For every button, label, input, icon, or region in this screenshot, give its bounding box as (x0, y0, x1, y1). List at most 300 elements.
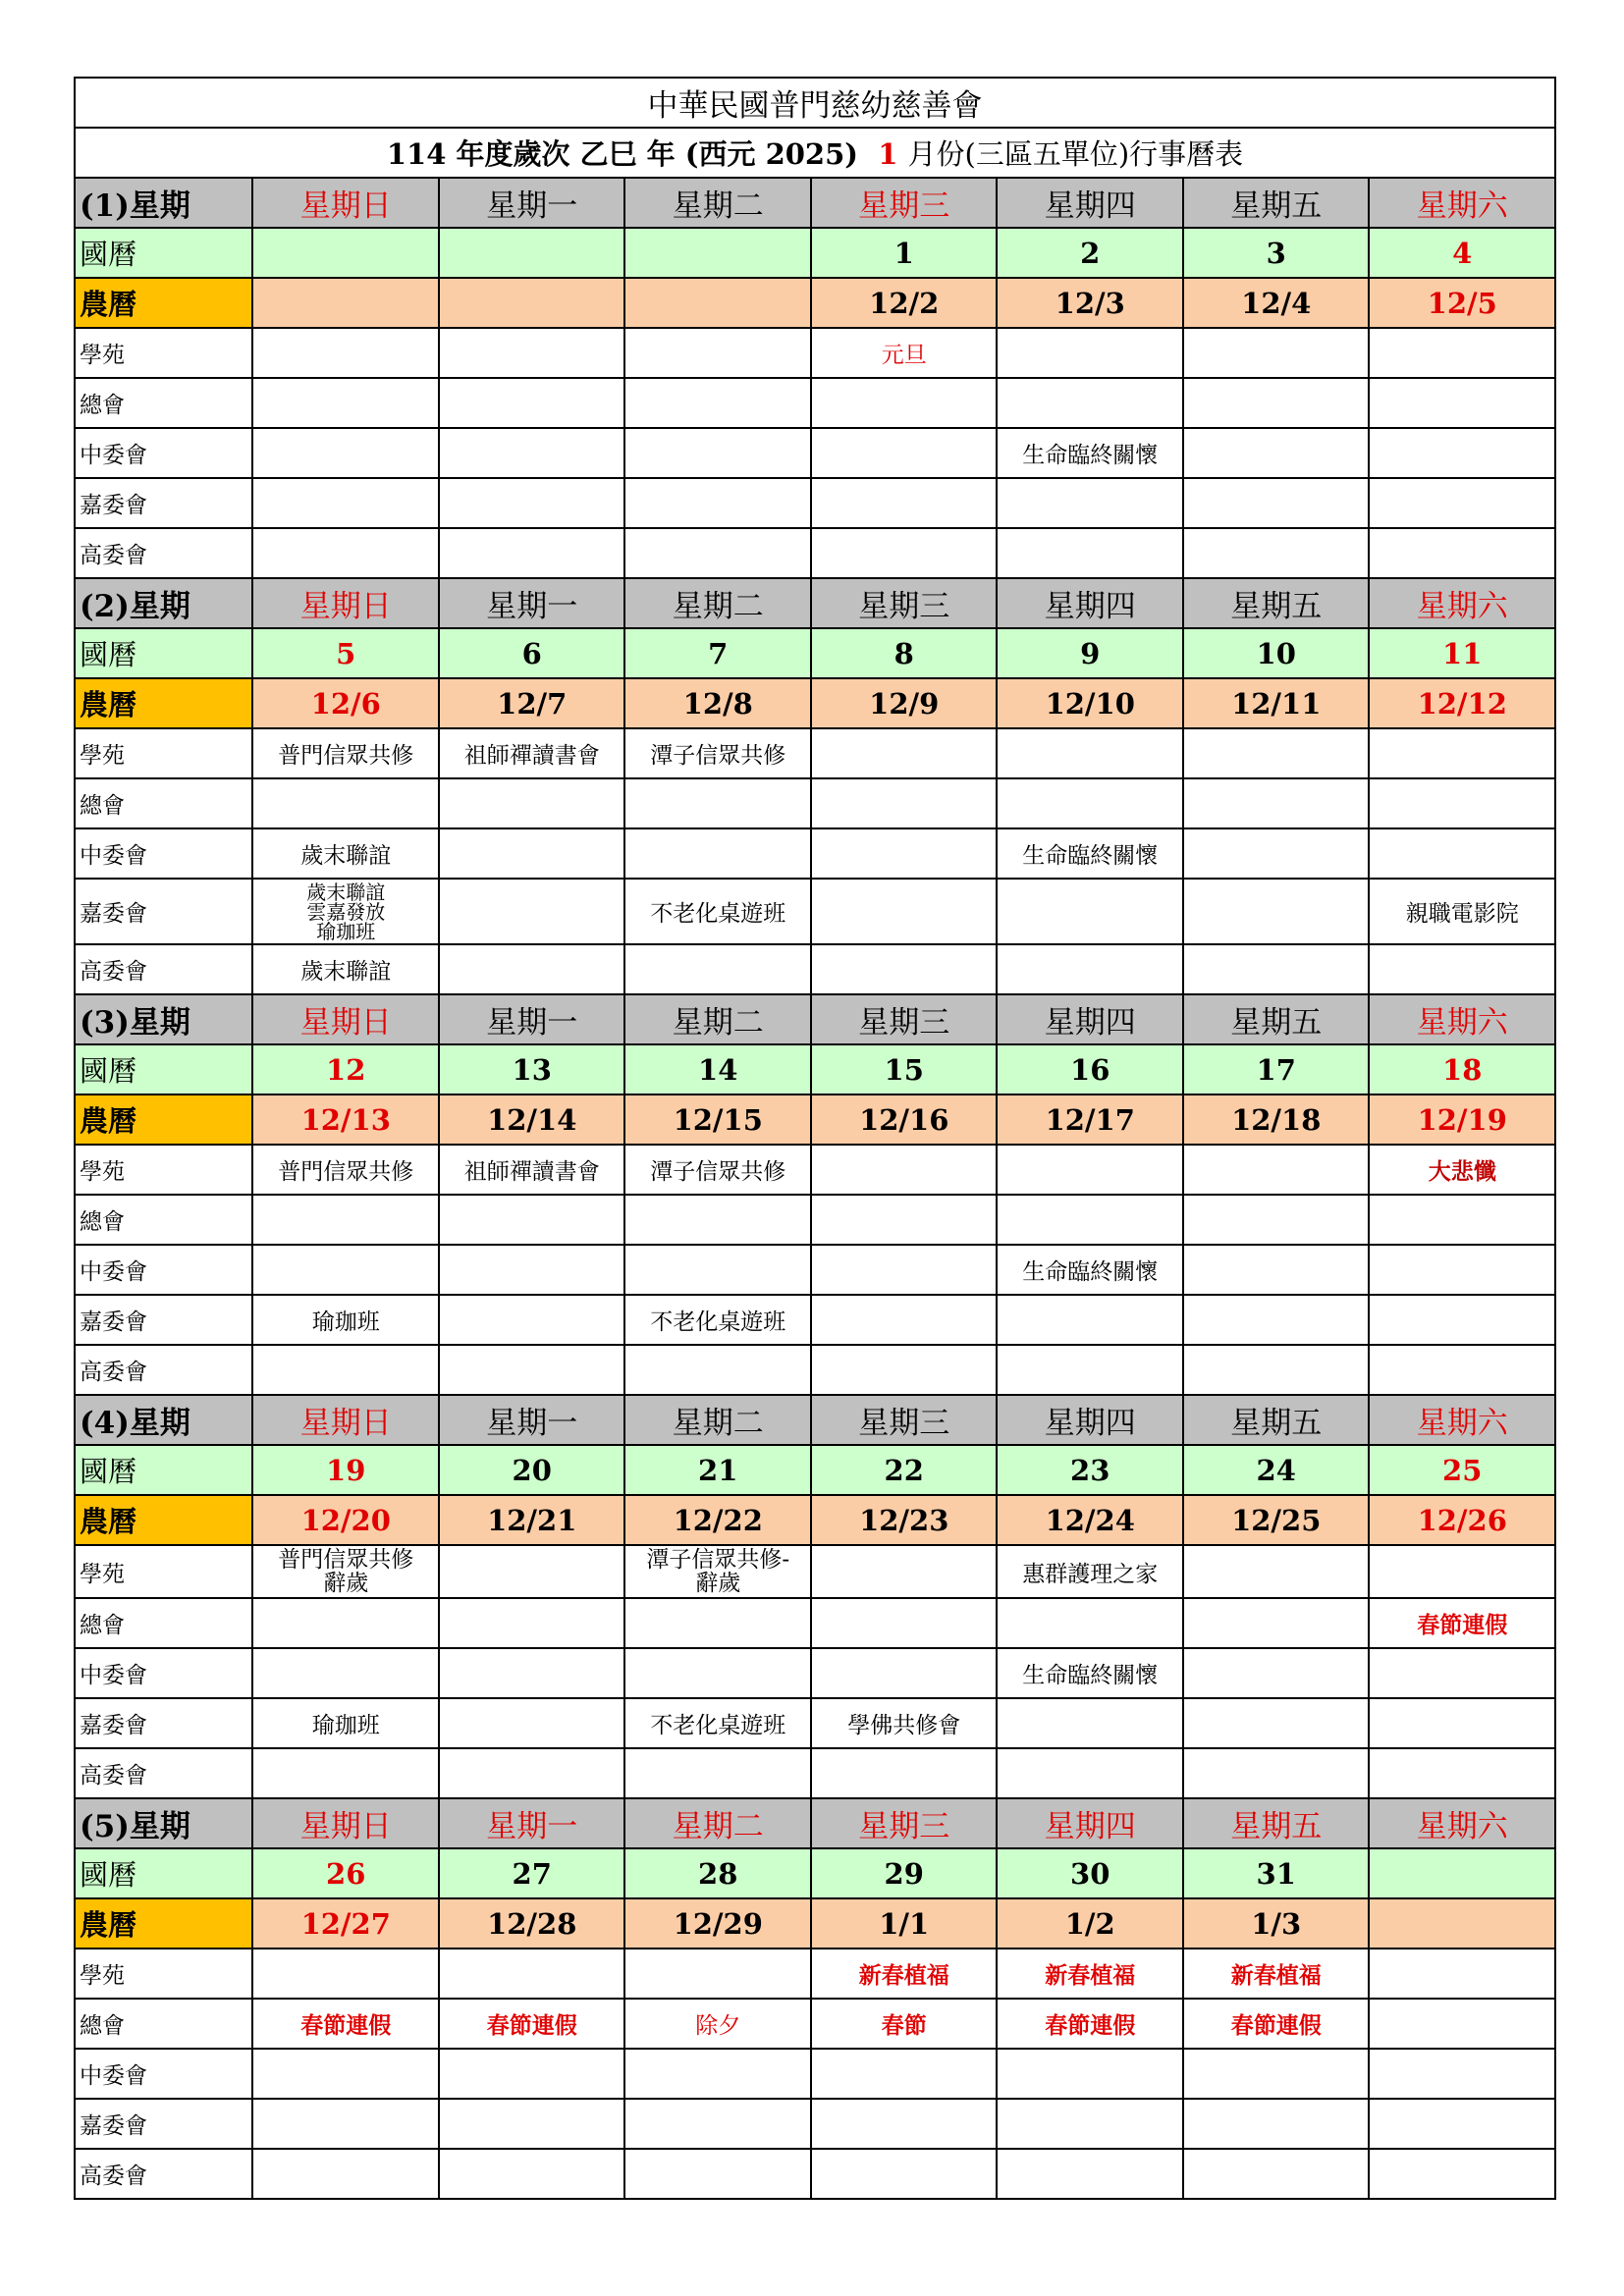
event-cell: 春節連假 (1369, 1598, 1555, 1648)
event-cell (1183, 378, 1370, 428)
event-cell (624, 2099, 811, 2149)
event-cell (1183, 1245, 1370, 1295)
event-cell: 歲末聯誼 (252, 828, 439, 879)
event-cell: 新春植福 (1183, 1949, 1370, 1999)
unit-label: 嘉委會 (75, 2099, 252, 2149)
event-cell (439, 328, 625, 378)
gregorian-date: 23 (997, 1445, 1183, 1495)
gregorian-date: 24 (1183, 1445, 1370, 1495)
event-cell (439, 2049, 625, 2099)
event-cell (1369, 1698, 1555, 1748)
lunar-date (624, 278, 811, 328)
event-cell (1369, 328, 1555, 378)
event-cell: 祖師禪讀書會 (439, 1145, 625, 1195)
gregorian-date: 4 (1369, 228, 1555, 278)
event-cell (252, 879, 439, 944)
gregorian-date: 30 (997, 1848, 1183, 1898)
event-cell (624, 2149, 811, 2199)
gregorian-date: 1 (811, 228, 998, 278)
event-cell (811, 1145, 998, 1195)
weekday-header: 星期四 (997, 1798, 1183, 1848)
event-cell (624, 778, 811, 828)
event-line: 雲嘉發放 (306, 899, 386, 924)
weekday-header: 星期日 (252, 178, 439, 228)
event-cell (1183, 1345, 1370, 1395)
lunar-label: 農曆 (75, 678, 252, 728)
gregorian-date (624, 228, 811, 278)
event-cell (439, 944, 625, 994)
weekday-header: 星期四 (997, 1395, 1183, 1445)
weekday-header: 星期三 (811, 1798, 998, 1848)
event-cell (439, 1598, 625, 1648)
lunar-date: 12/6 (252, 678, 439, 728)
event-cell (811, 2149, 998, 2199)
event-cell (997, 2099, 1183, 2149)
event-cell: 生命臨終關懷 (997, 1648, 1183, 1698)
event-cell (624, 944, 811, 994)
event-cell: 春節連假 (439, 1999, 625, 2049)
gregorian-date: 31 (1183, 1848, 1370, 1898)
lunar-date: 12/19 (1369, 1095, 1555, 1145)
event-cell (1183, 478, 1370, 528)
lunar-date: 12/3 (997, 278, 1183, 328)
unit-label: 高委會 (75, 2149, 252, 2199)
event-cell: 新春植福 (811, 1949, 998, 1999)
weekday-header: 星期日 (252, 994, 439, 1044)
event-cell (624, 378, 811, 428)
event-cell (252, 1648, 439, 1698)
event-cell (1369, 1648, 1555, 1698)
event-cell (624, 1545, 811, 1598)
week-label: (1)星期 (75, 178, 252, 228)
lunar-label: 農曆 (75, 1095, 252, 1145)
lunar-date: 12/11 (1183, 678, 1370, 728)
weekday-header: 星期五 (1183, 178, 1370, 228)
unit-label: 學苑 (75, 328, 252, 378)
event-cell: 普門信眾共修 (252, 1145, 439, 1195)
event-cell (1183, 728, 1370, 778)
event-cell (997, 1748, 1183, 1798)
lunar-date: 12/20 (252, 1495, 439, 1545)
week-label: (4)星期 (75, 1395, 252, 1445)
event-cell (252, 2049, 439, 2099)
gregorian-label: 國曆 (75, 228, 252, 278)
unit-label: 嘉委會 (75, 1698, 252, 1748)
weekday-header: 星期五 (1183, 994, 1370, 1044)
event-cell (439, 378, 625, 428)
event-cell (811, 1345, 998, 1395)
unit-label: 嘉委會 (75, 879, 252, 944)
event-cell (624, 1245, 811, 1295)
weekday-header: 星期一 (439, 1395, 625, 1445)
unit-label: 嘉委會 (75, 478, 252, 528)
event-line: 潭子信眾共修- (646, 1547, 790, 1573)
lunar-date: 12/4 (1183, 278, 1370, 328)
event-cell (439, 1295, 625, 1345)
week-label: (5)星期 (75, 1798, 252, 1848)
event-cell (811, 378, 998, 428)
event-cell: 新春植福 (997, 1949, 1183, 1999)
event-cell (997, 879, 1183, 944)
event-cell (624, 1598, 811, 1648)
unit-label: 中委會 (75, 428, 252, 478)
gregorian-label: 國曆 (75, 628, 252, 678)
event-cell (811, 428, 998, 478)
event-cell (811, 879, 998, 944)
event-cell (1183, 879, 1370, 944)
event-cell (439, 1245, 625, 1295)
event-cell (811, 528, 998, 578)
lunar-date (439, 278, 625, 328)
event-cell (1183, 1145, 1370, 1195)
event-cell (252, 1598, 439, 1648)
event-cell: 學佛共修會 (811, 1698, 998, 1748)
event-cell (811, 728, 998, 778)
event-cell (439, 1195, 625, 1245)
weekday-header: 星期四 (997, 178, 1183, 228)
event-cell (624, 1648, 811, 1698)
event-cell (1183, 528, 1370, 578)
event-cell (997, 528, 1183, 578)
event-cell (1183, 1295, 1370, 1345)
event-cell (252, 1195, 439, 1245)
gregorian-date: 11 (1369, 628, 1555, 678)
event-cell (997, 944, 1183, 994)
event-cell (811, 1195, 998, 1245)
event-cell (997, 2049, 1183, 2099)
event-cell (1369, 378, 1555, 428)
event-cell (252, 328, 439, 378)
event-cell: 親職電影院 (1369, 879, 1555, 944)
lunar-date: 12/22 (624, 1495, 811, 1545)
event-line: 普門信眾共修 (278, 1547, 414, 1573)
event-cell (1369, 1345, 1555, 1395)
event-line: 辭歲 (323, 1571, 369, 1596)
event-cell (1183, 944, 1370, 994)
event-cell (997, 378, 1183, 428)
event-cell (252, 378, 439, 428)
event-cell (439, 1949, 625, 1999)
event-cell: 普門信眾共修 (252, 728, 439, 778)
event-cell (1369, 1295, 1555, 1345)
event-cell (1183, 428, 1370, 478)
event-cell (997, 1295, 1183, 1345)
event-cell (439, 828, 625, 879)
event-cell (811, 1245, 998, 1295)
gregorian-date: 27 (439, 1848, 625, 1898)
event-cell (1369, 1999, 1555, 2049)
event-cell: 大悲懺 (1369, 1145, 1555, 1195)
weekday-header: 星期六 (1369, 578, 1555, 628)
event-cell (1369, 1245, 1555, 1295)
lunar-date: 1/3 (1183, 1898, 1370, 1949)
event-cell (1369, 428, 1555, 478)
unit-label: 總會 (75, 1195, 252, 1245)
event-cell (252, 528, 439, 578)
event-cell (439, 1545, 625, 1598)
event-cell (624, 478, 811, 528)
event-cell (997, 1698, 1183, 1748)
lunar-date: 1/2 (997, 1898, 1183, 1949)
lunar-date: 12/2 (811, 278, 998, 328)
lunar-date (1369, 1898, 1555, 1949)
weekday-header: 星期日 (252, 1395, 439, 1445)
lunar-date: 12/28 (439, 1898, 625, 1949)
event-cell (439, 2099, 625, 2149)
event-cell (1183, 2149, 1370, 2199)
gregorian-date: 15 (811, 1044, 998, 1095)
gregorian-date: 9 (997, 628, 1183, 678)
event-cell (439, 1748, 625, 1798)
unit-label: 總會 (75, 378, 252, 428)
event-cell: 不老化桌遊班 (624, 879, 811, 944)
event-cell: 歲末聯誼 (252, 944, 439, 994)
event-cell (997, 328, 1183, 378)
event-cell (252, 1748, 439, 1798)
gregorian-date (252, 228, 439, 278)
lunar-date: 1/1 (811, 1898, 998, 1949)
unit-label: 高委會 (75, 944, 252, 994)
event-line: 歲末聯誼 (306, 880, 386, 904)
unit-label: 中委會 (75, 1245, 252, 1295)
event-cell (811, 1598, 998, 1648)
gregorian-date: 13 (439, 1044, 625, 1095)
gregorian-date: 7 (624, 628, 811, 678)
gregorian-date: 28 (624, 1848, 811, 1898)
event-cell (624, 2049, 811, 2099)
event-cell (439, 428, 625, 478)
weekday-header: 星期二 (624, 178, 811, 228)
event-cell (1183, 328, 1370, 378)
weekday-header: 星期五 (1183, 1395, 1370, 1445)
gregorian-date: 22 (811, 1445, 998, 1495)
event-cell (252, 2099, 439, 2149)
weekday-header: 星期一 (439, 578, 625, 628)
calendar-subtitle (75, 128, 1555, 178)
event-cell (624, 1195, 811, 1245)
event-cell (439, 478, 625, 528)
gregorian-date: 17 (1183, 1044, 1370, 1095)
lunar-date: 12/24 (997, 1495, 1183, 1545)
event-cell (1183, 828, 1370, 879)
gregorian-date: 12 (252, 1044, 439, 1095)
lunar-date: 12/26 (1369, 1495, 1555, 1545)
lunar-date: 12/21 (439, 1495, 625, 1545)
event-cell (252, 1545, 439, 1598)
event-cell (1183, 1598, 1370, 1648)
gregorian-date: 3 (1183, 228, 1370, 278)
event-cell (811, 1295, 998, 1345)
event-cell (252, 2149, 439, 2199)
lunar-date: 12/15 (624, 1095, 811, 1145)
event-cell (1369, 728, 1555, 778)
event-cell (1369, 478, 1555, 528)
gregorian-date: 20 (439, 1445, 625, 1495)
event-cell (252, 1345, 439, 1395)
event-cell (811, 944, 998, 994)
gregorian-date: 6 (439, 628, 625, 678)
gregorian-date: 2 (997, 228, 1183, 278)
lunar-date: 12/12 (1369, 678, 1555, 728)
event-line: 瑜珈班 (316, 919, 376, 943)
weekday-header: 星期六 (1369, 994, 1555, 1044)
event-cell: 潭子信眾共修 (624, 728, 811, 778)
event-cell (997, 778, 1183, 828)
event-cell (811, 2049, 998, 2099)
event-cell: 潭子信眾共修 (624, 1145, 811, 1195)
event-cell (1183, 1648, 1370, 1698)
lunar-date: 12/13 (252, 1095, 439, 1145)
lunar-date: 12/14 (439, 1095, 625, 1145)
weekday-header: 星期四 (997, 994, 1183, 1044)
event-cell (1369, 1195, 1555, 1245)
event-cell: 除夕 (624, 1999, 811, 2049)
weekday-header: 星期一 (439, 178, 625, 228)
gregorian-date: 14 (624, 1044, 811, 1095)
gregorian-date: 18 (1369, 1044, 1555, 1095)
unit-label: 總會 (75, 1999, 252, 2049)
subtitle-month: 1 (878, 137, 898, 171)
event-cell (1183, 1545, 1370, 1598)
event-cell (997, 2149, 1183, 2199)
lunar-date: 12/5 (1369, 278, 1555, 328)
weekday-header: 星期五 (1183, 1798, 1370, 1848)
weekday-header: 星期五 (1183, 578, 1370, 628)
calendar-table (74, 77, 1556, 2200)
event-cell: 春節連假 (1183, 1999, 1370, 2049)
event-cell (624, 1345, 811, 1395)
event-cell (1183, 1748, 1370, 1798)
event-cell (1369, 528, 1555, 578)
lunar-date: 12/8 (624, 678, 811, 728)
event-cell (997, 1145, 1183, 1195)
weekday-header: 星期日 (252, 1798, 439, 1848)
lunar-date: 12/10 (997, 678, 1183, 728)
gregorian-label: 國曆 (75, 1445, 252, 1495)
event-cell (624, 1748, 811, 1798)
event-cell: 惠群護理之家 (997, 1545, 1183, 1598)
event-cell: 元旦 (811, 328, 998, 378)
unit-label: 學苑 (75, 1949, 252, 1999)
lunar-label: 農曆 (75, 278, 252, 328)
weekday-header: 星期六 (1369, 1798, 1555, 1848)
event-cell (997, 1195, 1183, 1245)
weekday-header: 星期一 (439, 994, 625, 1044)
unit-label: 中委會 (75, 2049, 252, 2099)
gregorian-date: 8 (811, 628, 998, 678)
unit-label: 中委會 (75, 828, 252, 879)
gregorian-date: 5 (252, 628, 439, 678)
event-cell (624, 828, 811, 879)
event-cell: 春節連假 (252, 1999, 439, 2049)
event-cell (997, 1598, 1183, 1648)
event-cell: 瑜珈班 (252, 1295, 439, 1345)
event-cell (811, 828, 998, 879)
weekday-header: 星期三 (811, 1395, 998, 1445)
gregorian-date (1369, 1848, 1555, 1898)
event-cell: 不老化桌遊班 (624, 1295, 811, 1345)
week-label: (3)星期 (75, 994, 252, 1044)
event-cell (1369, 1545, 1555, 1598)
gregorian-date: 26 (252, 1848, 439, 1898)
event-cell (997, 1345, 1183, 1395)
event-cell: 不老化桌遊班 (624, 1698, 811, 1748)
lunar-date (252, 278, 439, 328)
unit-label: 中委會 (75, 1648, 252, 1698)
unit-label: 總會 (75, 1598, 252, 1648)
event-cell (811, 1545, 998, 1598)
event-cell (1183, 1195, 1370, 1245)
event-cell (252, 478, 439, 528)
org-title: 中華民國普門慈幼慈善會 (75, 78, 1555, 128)
event-cell (439, 528, 625, 578)
weekday-header: 星期二 (624, 994, 811, 1044)
event-cell: 生命臨終關懷 (997, 1245, 1183, 1295)
event-cell (997, 478, 1183, 528)
unit-label: 高委會 (75, 528, 252, 578)
lunar-date: 12/18 (1183, 1095, 1370, 1145)
event-cell (1183, 1698, 1370, 1748)
event-line: 辭歲 (695, 1571, 741, 1596)
subtitle-year: 114 年度歲次 乙巳 年 (西元 2025) (386, 137, 859, 171)
event-cell (811, 478, 998, 528)
gregorian-label: 國曆 (75, 1044, 252, 1095)
lunar-date: 12/16 (811, 1095, 998, 1145)
event-cell (624, 428, 811, 478)
event-cell (252, 778, 439, 828)
event-cell (1183, 778, 1370, 828)
event-cell: 生命臨終關懷 (997, 828, 1183, 879)
gregorian-date: 25 (1369, 1445, 1555, 1495)
event-cell (252, 1949, 439, 1999)
lunar-date: 12/23 (811, 1495, 998, 1545)
weekday-header: 星期三 (811, 994, 998, 1044)
event-cell (624, 1949, 811, 1999)
event-cell (439, 1698, 625, 1748)
unit-label: 總會 (75, 778, 252, 828)
event-cell (1369, 2099, 1555, 2149)
weekday-header: 星期三 (811, 178, 998, 228)
gregorian-date: 29 (811, 1848, 998, 1898)
gregorian-date: 19 (252, 1445, 439, 1495)
weekday-header: 星期二 (624, 1798, 811, 1848)
event-cell: 春節連假 (997, 1999, 1183, 2049)
event-cell: 祖師禪讀書會 (439, 728, 625, 778)
gregorian-date: 16 (997, 1044, 1183, 1095)
weekday-header: 星期三 (811, 578, 998, 628)
event-cell (1183, 2049, 1370, 2099)
lunar-date: 12/27 (252, 1898, 439, 1949)
lunar-date: 12/17 (997, 1095, 1183, 1145)
event-cell: 生命臨終關懷 (997, 428, 1183, 478)
lunar-date: 12/9 (811, 678, 998, 728)
lunar-date: 12/29 (624, 1898, 811, 1949)
event-cell (1369, 1748, 1555, 1798)
week-label: (2)星期 (75, 578, 252, 628)
event-cell (624, 328, 811, 378)
event-cell (252, 1245, 439, 1295)
gregorian-label: 國曆 (75, 1848, 252, 1898)
event-cell (624, 528, 811, 578)
event-cell (1183, 2099, 1370, 2149)
unit-label: 高委會 (75, 1345, 252, 1395)
weekday-header: 星期六 (1369, 178, 1555, 228)
event-cell (439, 2149, 625, 2199)
event-cell (252, 428, 439, 478)
event-cell: 瑜珈班 (252, 1698, 439, 1748)
event-cell (1369, 2149, 1555, 2199)
event-cell: 春節 (811, 1999, 998, 2049)
